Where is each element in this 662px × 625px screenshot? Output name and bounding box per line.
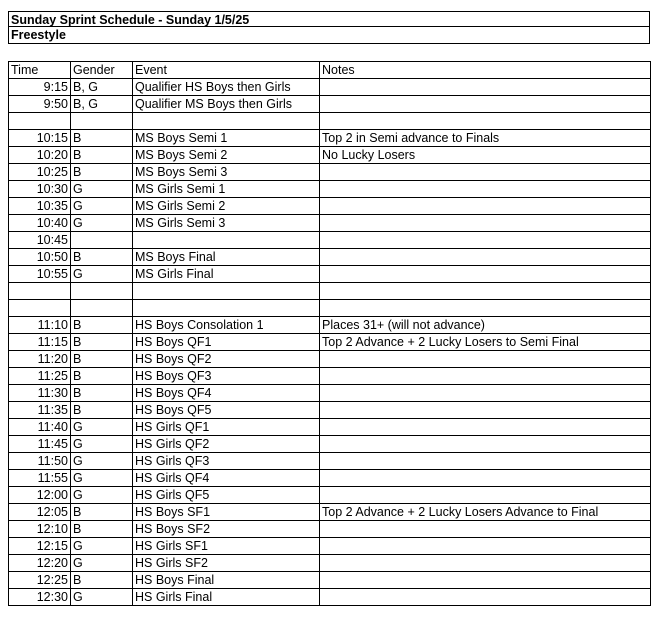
- notes-cell: Places 31+ (will not advance): [320, 317, 651, 334]
- event-cell: HS Girls SF1: [133, 538, 320, 555]
- table-row: [9, 300, 651, 317]
- time-cell: 11:45: [9, 436, 71, 453]
- event-cell: HS Girls QF1: [133, 419, 320, 436]
- column-header-event: Event: [133, 62, 320, 79]
- event-cell: MS Girls Semi 1: [133, 181, 320, 198]
- gender-cell: G: [71, 181, 133, 198]
- table-row: [9, 351, 651, 368]
- gender-cell: B: [71, 334, 133, 351]
- event-cell: HS Boys QF2: [133, 351, 320, 368]
- event-cell: HS Boys QF5: [133, 402, 320, 419]
- gender-cell: B: [71, 147, 133, 164]
- table-row: [9, 402, 651, 419]
- notes-cell: [320, 249, 651, 266]
- time-cell: 11:30: [9, 385, 71, 402]
- time-cell: 11:40: [9, 419, 71, 436]
- event-cell: HS Boys QF4: [133, 385, 320, 402]
- notes-cell: [320, 300, 651, 317]
- time-cell: 11:50: [9, 453, 71, 470]
- time-cell: 10:40: [9, 215, 71, 232]
- table-row: [9, 232, 651, 249]
- notes-cell: [320, 419, 651, 436]
- time-cell: [9, 300, 71, 317]
- notes-cell: [320, 351, 651, 368]
- notes-cell: [320, 521, 651, 538]
- table-row: [9, 572, 651, 589]
- event-cell: HS Girls QF2: [133, 436, 320, 453]
- event-cell: HS Girls QF5: [133, 487, 320, 504]
- gender-cell: B: [71, 385, 133, 402]
- gender-cell: G: [71, 436, 133, 453]
- table-row: [9, 470, 651, 487]
- time-cell: 12:15: [9, 538, 71, 555]
- schedule-subtitle: Freestyle: [8, 27, 650, 44]
- gender-cell: B: [71, 164, 133, 181]
- event-cell: [133, 300, 320, 317]
- event-cell: HS Girls QF4: [133, 470, 320, 487]
- time-cell: 11:20: [9, 351, 71, 368]
- notes-cell: [320, 487, 651, 504]
- time-cell: [9, 283, 71, 300]
- time-cell: 12:05: [9, 504, 71, 521]
- gender-cell: G: [71, 198, 133, 215]
- table-row: [9, 164, 651, 181]
- time-cell: 9:15: [9, 79, 71, 96]
- notes-cell: [320, 198, 651, 215]
- notes-cell: Top 2 Advance + 2 Lucky Losers to Semi Final: [320, 334, 651, 351]
- gender-cell: G: [71, 487, 133, 504]
- time-cell: 12:20: [9, 555, 71, 572]
- gender-cell: G: [71, 215, 133, 232]
- table-row: [9, 487, 651, 504]
- notes-cell: Top 2 in Semi advance to Finals: [320, 130, 651, 147]
- gender-cell: G: [71, 419, 133, 436]
- time-cell: 12:25: [9, 572, 71, 589]
- time-cell: 11:15: [9, 334, 71, 351]
- gender-cell: G: [71, 266, 133, 283]
- notes-cell: [320, 215, 651, 232]
- gender-cell: B: [71, 317, 133, 334]
- time-cell: 9:50: [9, 96, 71, 113]
- time-cell: 10:20: [9, 147, 71, 164]
- time-cell: 11:35: [9, 402, 71, 419]
- event-cell: MS Boys Semi 2: [133, 147, 320, 164]
- event-cell: HS Boys QF3: [133, 368, 320, 385]
- notes-cell: [320, 96, 651, 113]
- gender-cell: B: [71, 521, 133, 538]
- time-cell: [9, 113, 71, 130]
- table-row: [9, 96, 651, 113]
- table-row: [9, 419, 651, 436]
- notes-cell: No Lucky Losers: [320, 147, 651, 164]
- time-cell: 10:55: [9, 266, 71, 283]
- event-cell: MS Boys Final: [133, 249, 320, 266]
- table-row: [9, 130, 651, 147]
- table-row: [9, 283, 651, 300]
- time-cell: 11:55: [9, 470, 71, 487]
- notes-cell: [320, 79, 651, 96]
- event-cell: HS Boys SF2: [133, 521, 320, 538]
- schedule-sheet: [8, 11, 650, 606]
- time-cell: 10:30: [9, 181, 71, 198]
- table-row: [9, 249, 651, 266]
- event-cell: MS Boys Semi 1: [133, 130, 320, 147]
- event-cell: MS Girls Semi 2: [133, 198, 320, 215]
- gender-cell: [71, 113, 133, 130]
- notes-cell: [320, 402, 651, 419]
- notes-cell: [320, 470, 651, 487]
- table-row: [9, 555, 651, 572]
- event-cell: Qualifier HS Boys then Girls: [133, 79, 320, 96]
- notes-cell: [320, 368, 651, 385]
- column-header-notes: Notes: [320, 62, 651, 79]
- notes-cell: [320, 266, 651, 283]
- event-cell: [133, 283, 320, 300]
- gender-cell: B: [71, 130, 133, 147]
- gender-cell: [71, 283, 133, 300]
- gender-cell: G: [71, 470, 133, 487]
- notes-cell: [320, 113, 651, 130]
- gender-cell: G: [71, 589, 133, 606]
- notes-cell: Top 2 Advance + 2 Lucky Losers Advance to Final: [320, 504, 651, 521]
- table-row: [9, 368, 651, 385]
- event-cell: HS Girls Final: [133, 589, 320, 606]
- gender-cell: B: [71, 368, 133, 385]
- table-row: [9, 385, 651, 402]
- gender-cell: G: [71, 538, 133, 555]
- event-cell: HS Boys SF1: [133, 504, 320, 521]
- column-header-gender: Gender: [71, 62, 133, 79]
- table-row: [9, 147, 651, 164]
- time-cell: 10:25: [9, 164, 71, 181]
- schedule-title: Sunday Sprint Schedule - Sunday 1/5/25: [8, 11, 650, 27]
- table-row: [9, 215, 651, 232]
- table-row: [9, 266, 651, 283]
- gender-cell: B: [71, 402, 133, 419]
- event-cell: MS Boys Semi 3: [133, 164, 320, 181]
- notes-cell: [320, 555, 651, 572]
- table-row: [9, 79, 651, 96]
- notes-cell: [320, 385, 651, 402]
- column-header-time: Time: [9, 62, 71, 79]
- spacer: [8, 44, 650, 61]
- time-cell: 12:30: [9, 589, 71, 606]
- notes-cell: [320, 164, 651, 181]
- event-cell: [133, 113, 320, 130]
- table-row: [9, 436, 651, 453]
- gender-cell: B: [71, 572, 133, 589]
- table-row: [9, 198, 651, 215]
- time-cell: 12:10: [9, 521, 71, 538]
- event-cell: Qualifier MS Boys then Girls: [133, 96, 320, 113]
- gender-cell: B: [71, 351, 133, 368]
- notes-cell: [320, 538, 651, 555]
- gender-cell: G: [71, 555, 133, 572]
- table-row: [9, 181, 651, 198]
- gender-cell: B: [71, 504, 133, 521]
- time-cell: 10:35: [9, 198, 71, 215]
- event-cell: MS Girls Final: [133, 266, 320, 283]
- gender-cell: [71, 232, 133, 249]
- event-cell: [133, 232, 320, 249]
- gender-cell: G: [71, 453, 133, 470]
- notes-cell: [320, 283, 651, 300]
- time-cell: 11:10: [9, 317, 71, 334]
- gender-cell: B: [71, 249, 133, 266]
- notes-cell: [320, 589, 651, 606]
- time-cell: 12:00: [9, 487, 71, 504]
- table-row: [9, 538, 651, 555]
- event-cell: HS Girls QF3: [133, 453, 320, 470]
- schedule-table: [8, 61, 651, 606]
- notes-cell: [320, 181, 651, 198]
- gender-cell: B, G: [71, 96, 133, 113]
- notes-cell: [320, 232, 651, 249]
- event-cell: HS Boys Consolation 1: [133, 317, 320, 334]
- table-row: [9, 113, 651, 130]
- gender-cell: [71, 300, 133, 317]
- time-cell: 10:50: [9, 249, 71, 266]
- time-cell: 10:45: [9, 232, 71, 249]
- time-cell: 10:15: [9, 130, 71, 147]
- table-row: [9, 453, 651, 470]
- event-cell: MS Girls Semi 3: [133, 215, 320, 232]
- time-cell: 11:25: [9, 368, 71, 385]
- event-cell: HS Boys Final: [133, 572, 320, 589]
- table-row: [9, 334, 651, 351]
- gender-cell: B, G: [71, 79, 133, 96]
- event-cell: HS Girls SF2: [133, 555, 320, 572]
- table-row: [9, 317, 651, 334]
- notes-cell: [320, 453, 651, 470]
- table-header-row: [9, 62, 651, 79]
- event-cell: HS Boys QF1: [133, 334, 320, 351]
- table-row: [9, 521, 651, 538]
- notes-cell: [320, 436, 651, 453]
- table-row: [9, 504, 651, 521]
- notes-cell: [320, 572, 651, 589]
- table-row: [9, 589, 651, 606]
